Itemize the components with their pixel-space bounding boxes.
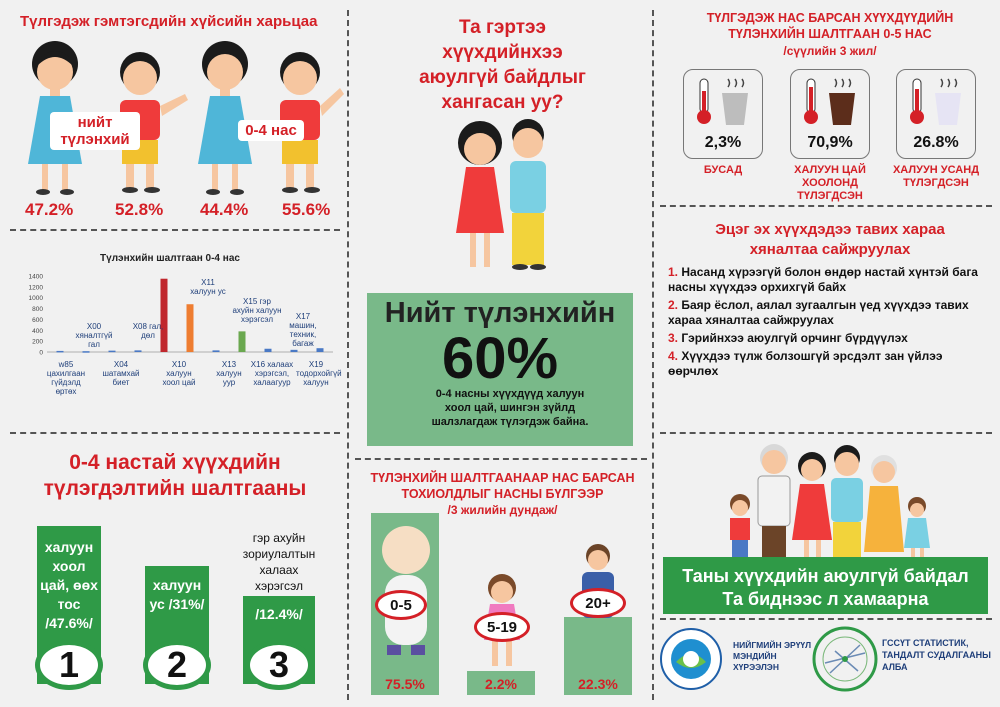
pct-male-age: 55.6% — [282, 200, 331, 219]
y-tick-label: 200 — [32, 338, 43, 346]
bar — [135, 350, 142, 352]
cause-value-tea: 70,9% — [807, 134, 853, 151]
bar — [161, 279, 168, 352]
deaths-title: ТҮЛЭНХИЙН ШАЛТГААНААР НАС БАРСАН ТОХИОЛДЛЫГ НАСНЫ БҮЛГЭЭР — [370, 471, 635, 501]
gender-title: Түлгэдэж гэмтэгсдийн хүйсийн харьцаа — [20, 13, 318, 30]
bar — [213, 350, 220, 352]
y-tick-label: 0 — [39, 349, 43, 357]
bar — [57, 351, 64, 353]
bar — [317, 348, 324, 352]
total-description: 0-4 насны хүүхдүүд халуун хоол цай, шингэн зүйлд шалзлагдаж түлэгдэж байна. — [431, 388, 589, 428]
pct-female-age: 44.4% — [200, 200, 249, 219]
death-pct-0-5: 75.5% — [385, 676, 425, 692]
tick-label: X00 хяналтгүй гал — [75, 322, 113, 349]
tip-text: Баяр ёслол, аялал зугаалгын үед хүүхдээ тавих хараа хяналтаа сайжруулах — [668, 298, 969, 327]
label-age-group: 0-4 нас — [238, 120, 304, 141]
bar — [83, 351, 90, 353]
tick-label: X11 халуун ус — [190, 278, 226, 296]
cause-label-other: БУСАД — [703, 164, 743, 176]
tip-item — [668, 349, 978, 379]
y-tick-label: 800 — [32, 306, 43, 314]
y-tick-label: 600 — [32, 316, 43, 324]
tip-text: Хүүхдээ түлж болзошгүй эрсдэлт зан үйлээ өөрчлөх — [668, 349, 943, 378]
pct-male-total: 52.8% — [115, 200, 164, 219]
deaths-subtitle: /3 жилийн дундаж/ — [447, 503, 558, 517]
total-value: 60% — [441, 326, 559, 391]
family-illustration — [722, 440, 937, 570]
divider — [355, 458, 647, 460]
death-pct-20plus: 22.3% — [578, 676, 618, 692]
hospital-title: ТҮЛГЭДЭЖ НАС БАРСАН ХҮҮХДҮҮДИЙН ТҮЛЭНХИЙН ШАЛТГААН 0-5 НАС — [706, 11, 954, 41]
safety-line-2: Та биднээс л хамаарна — [722, 589, 929, 609]
cause-label-3: гэр ахуйн зориулалтын халаах хэрэгсэл — [242, 531, 316, 593]
y-tick-label: 1400 — [28, 273, 43, 281]
tips-title: Эцэг эх хүүхдэдээ тавих хараа хяналтаа сайжруулах — [715, 221, 945, 258]
statistics-office-logo — [810, 623, 880, 695]
thermometer-cup-icon — [690, 75, 756, 129]
age-label-20plus: 20+ — [570, 588, 626, 618]
divider — [347, 10, 349, 700]
girl-figure — [198, 41, 252, 195]
safety-question: Та гэртээ хүүхдийнхээ аюулгүй байдлыг хангасан уу? — [419, 17, 586, 113]
bar — [291, 350, 298, 352]
divider — [660, 432, 992, 434]
age-label-0-5: 0-5 — [375, 590, 427, 620]
tick-label: X08 гал, дөл — [132, 322, 164, 340]
couple-illustration — [440, 115, 570, 275]
tick-label: X04 шатамхай биет — [102, 360, 140, 387]
safety-line-1: Таны хүүхдийн аюулгүй байдал — [682, 566, 969, 586]
bar — [239, 331, 246, 352]
tick-label: X17 машин, техник, багаж — [289, 312, 317, 348]
divider — [660, 205, 992, 207]
public-health-logo — [658, 626, 724, 692]
tip-item — [668, 298, 978, 328]
divider — [652, 10, 654, 700]
tick-label: w85 цахилгаан гүйдэлд өртөх — [46, 360, 86, 396]
bar — [265, 349, 272, 352]
tick-label: X10 халуун хоол цай — [162, 360, 196, 387]
total-title: Нийт түлэнхийн — [384, 297, 616, 329]
rank-badge-1: 1 — [35, 640, 103, 690]
cause-value-water: 26.8% — [913, 134, 959, 151]
y-tick-label: 400 — [32, 327, 43, 335]
tip-item — [668, 265, 978, 295]
rank-badge-2: 2 — [143, 640, 211, 690]
death-pct-5-19: 2.2% — [485, 676, 517, 692]
bar — [187, 304, 194, 352]
cause-value-other: 2,3% — [704, 134, 742, 151]
thermometer-cup-icon — [797, 75, 863, 129]
y-tick-label: 1200 — [28, 284, 43, 292]
causes-title: 0-4 настай хүүхдийн түлэгдэлтийн шалтгааны — [43, 451, 307, 500]
divider — [660, 618, 992, 620]
tip-number: 2. — [668, 298, 679, 312]
tick-label: X13 халуун уур — [216, 360, 242, 387]
org-name-2: ГССҮТ СТАТИСТИК, ТАНДАЛТ СУДАЛГААНЫ АЛБА — [882, 638, 991, 672]
divider — [10, 229, 340, 231]
divider — [10, 432, 340, 434]
cause-pct-3: /12.4%/ — [255, 606, 303, 622]
tick-label: X15 гэр ахуйн халуун хэрэгсэл — [232, 297, 282, 324]
age-label-5-19: 5-19 — [474, 612, 530, 642]
rank-badge-3: 3 — [245, 640, 313, 690]
tip-number: 1. — [668, 265, 679, 279]
label-total-burns: нийт түлэнхий — [50, 112, 140, 150]
tick-label: X16 халаах хэрэгсэл, халаагуур — [250, 360, 294, 387]
tick-label: X19 тодорхойгүй халуун — [296, 360, 342, 387]
y-tick-label: 1000 — [28, 295, 43, 303]
thermometer-cup-icon — [903, 75, 969, 129]
pct-female-total: 47.2% — [25, 200, 74, 219]
chart-title: Түлэнхийн шалтгаан 0-4 нас — [100, 253, 240, 264]
cause-label-water: ХАЛУУН УСАНД ТҮЛЭГДСЭН — [892, 164, 980, 189]
hospital-subtitle: /сүүлийн 3 жил/ — [783, 44, 877, 58]
cause-label-2: халуун ус /31%/ — [149, 577, 205, 612]
cause-label-tea: ХАЛУУН ЦАЙ ХООЛОНД ТҮЛЭГДСЭН — [794, 164, 866, 202]
cause-label-1: халуун хоол цай, өөх тос /47.6%/ — [40, 539, 98, 631]
org-name-1: НИЙГМИЙН ЭРҮҮЛ МЭНДИЙН ХҮРЭЭЛЭН — [733, 640, 812, 672]
tip-number: 4. — [668, 349, 679, 363]
tip-number: 3. — [668, 331, 679, 345]
tip-text: Гэрийнхээ аюулгүй орчинг бүрдүүлэх — [681, 331, 908, 345]
tip-item — [668, 331, 978, 346]
tips-list — [668, 265, 978, 379]
tip-text: Насанд хүрээгүй болон өндөр настай хүнтэй бага насны хүүхдээ орхихгүй байх — [668, 265, 978, 294]
bar — [109, 351, 116, 353]
